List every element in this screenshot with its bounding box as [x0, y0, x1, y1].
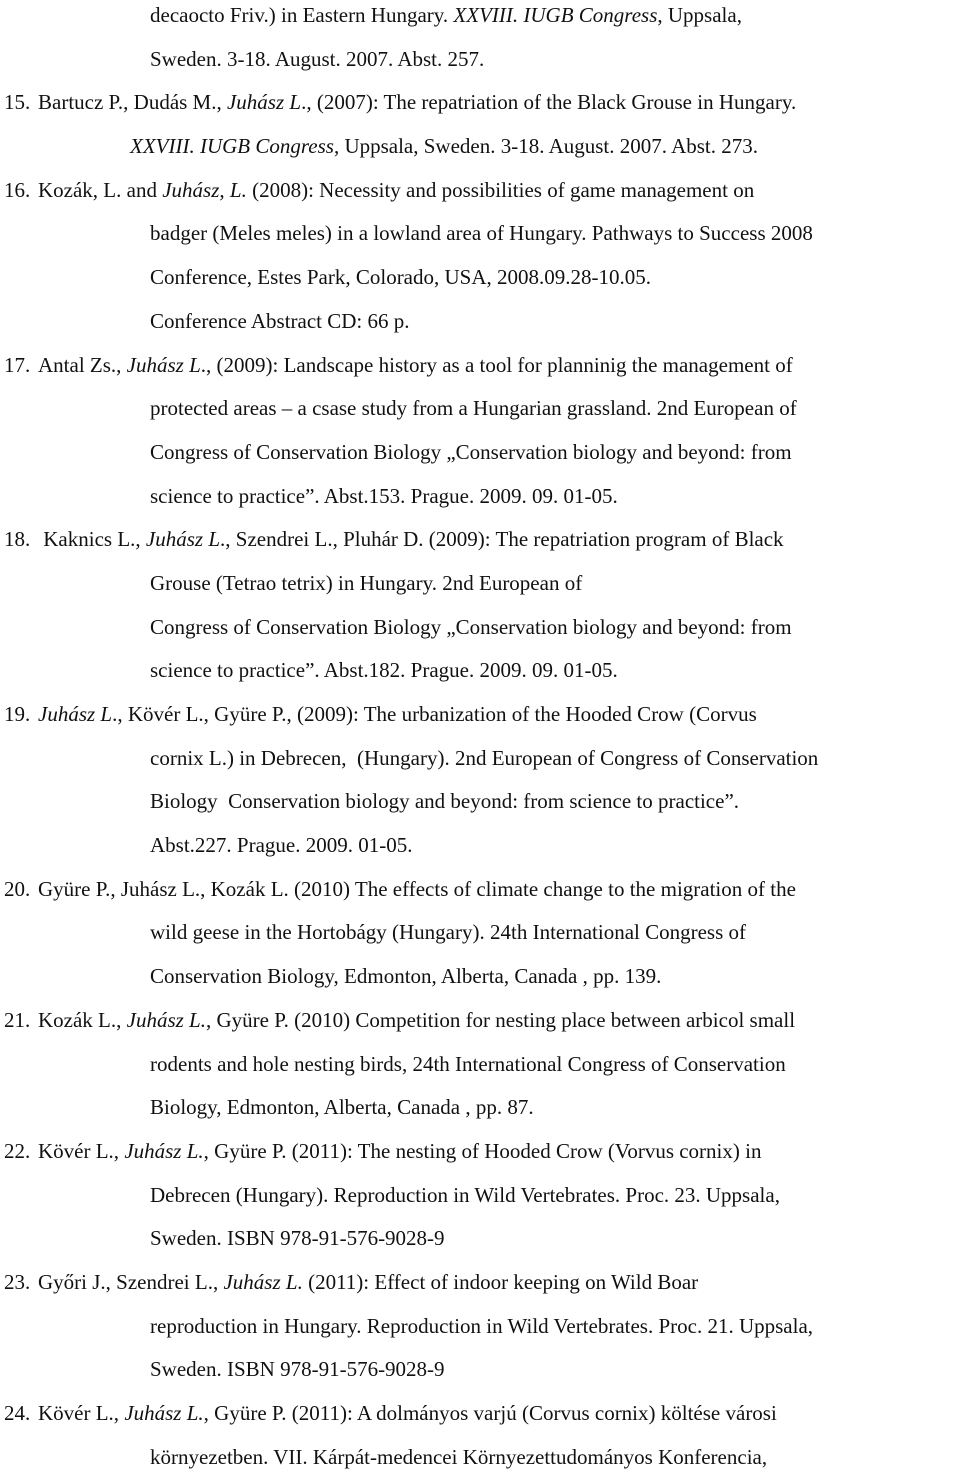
reference-line [0, 955, 960, 999]
reference-line [0, 475, 960, 519]
reference-text: Győri J., Szendrei L., [38, 1269, 224, 1294]
reference-text: , Uppsala, Sweden. 3-18. August. 2007. Abst. 273. [333, 134, 759, 159]
reference-line [0, 562, 960, 606]
reference-text: wild geese in the Hortobágy (Hungary). 24th International Congress of [150, 920, 747, 945]
reference-entry [0, 1392, 960, 1479]
reference-text: Kövér L., [38, 1138, 125, 1163]
references [0, 81, 960, 1479]
reference-entry [0, 693, 960, 868]
italic-author-text: Juhász, L. [162, 177, 247, 202]
reference-line [0, 1348, 960, 1392]
reference-text: ., (2009): Landscape history as a tool for planninig the management of [200, 352, 793, 377]
reference-text: reproduction in Hungary. Reproduction in Wild Vertebrates. Proc. 21. Uppsala, [150, 1313, 814, 1338]
reference-line [0, 0, 960, 38]
reference-text: ., Szendrei L., Pluhár D. (2009): The repatriation program of Black [220, 527, 784, 552]
reference-text: Debrecen (Hungary). Reproduction in Wild Vertebrates. Proc. 23. Uppsala, [150, 1182, 780, 1207]
reference-entry [0, 1130, 960, 1261]
reference-text: (2011): Effect of indoor keeping on Wild Boar [302, 1269, 699, 1294]
reference-text: Abst.227. Prague. 2009. 01-05. [150, 833, 413, 858]
reference-entry [0, 868, 960, 999]
reference-text: , Gyüre P. (2010) Competition for nesting place between arbicol small [206, 1007, 796, 1032]
reference-number: 24. [4, 1401, 31, 1425]
reference-line [0, 693, 960, 737]
reference-text: ., (2007): The repatriation of the Black Grouse in Hungary. [301, 90, 797, 115]
reference-text: science to practice”. Abst.153. Prague. 2009. 09. 01-05. [150, 483, 618, 508]
reference-line [0, 38, 960, 82]
italic-author-text: Juhász L [226, 90, 302, 115]
reference-text: Conservation Biology, Edmonton, Alberta, Canada , pp. 139. [150, 964, 662, 989]
preceding-entry-tail [0, 0, 960, 81]
reference-entry [0, 344, 960, 519]
reference-line [0, 999, 960, 1043]
reference-line [0, 737, 960, 781]
reference-text: cornix L.) in Debrecen, (Hungary). 2nd European of Congress of Conservation [150, 745, 819, 770]
reference-line [0, 169, 960, 213]
reference-text: Antal Zs., [38, 352, 127, 377]
reference-text: decaocto Friv.) in Eastern Hungary. [150, 3, 454, 27]
reference-line [0, 125, 960, 169]
italic-author-text: Juhász L. [126, 1007, 206, 1032]
reference-text: (2008): Necessity and possibilities of game management on [246, 177, 755, 202]
reference-number: 16. [4, 177, 31, 202]
reference-line [0, 300, 960, 344]
reference-text: környezetben. VII. Kárpát-medencei Környezettudományos Konferencia, [150, 1444, 768, 1469]
reference-number: 22. [4, 1138, 31, 1163]
reference-line [0, 1174, 960, 1218]
reference-line [0, 518, 960, 562]
reference-number: 18. [4, 527, 31, 552]
reference-line [0, 81, 960, 125]
italic-author-text: Juhász L [38, 702, 113, 726]
reference-text: , Uppsala, [657, 3, 742, 27]
reference-line [0, 1043, 960, 1087]
reference-text: Kozák, L. and [38, 177, 163, 202]
reference-entry [0, 1261, 960, 1392]
reference-entry [0, 169, 960, 344]
reference-number: 23. [4, 1269, 31, 1294]
reference-line [0, 649, 960, 693]
reference-text: rodents and hole nesting birds, 24th International Congress of Conservation [150, 1051, 786, 1076]
reference-line [0, 780, 960, 824]
reference-line [0, 431, 960, 475]
reference-line [0, 606, 960, 650]
reference-text: , Gyüre P. (2011): A dolmányos varjú (Corvus cornix) költése városi [203, 1401, 777, 1425]
reference-line [0, 868, 960, 912]
reference-number: 21. [4, 1007, 31, 1032]
reference-line [0, 212, 960, 256]
reference-entry [0, 518, 960, 693]
reference-entry [0, 81, 960, 168]
reference-text: Sweden. ISBN 978-91-576-9028-9 [150, 1357, 445, 1382]
reference-line [0, 1261, 960, 1305]
reference-text: Grouse (Tetrao tetrix) in Hungary. 2nd European of [150, 570, 583, 595]
reference-line [0, 256, 960, 300]
reference-entry [0, 999, 960, 1130]
reference-text: Bartucz P., Dudás M., [38, 90, 227, 115]
reference-line [0, 387, 960, 431]
reference-text: ., Kövér L., Gyüre P., (2009): The urbanization of the Hooded Crow (Corvus [112, 702, 757, 726]
reference-text: , Gyüre P. (2011): The nesting of Hooded Crow (Vorvus cornix) in [203, 1138, 762, 1163]
reference-text: Kozák L., [38, 1007, 127, 1032]
italic-author-text: Juhász L. [124, 1401, 204, 1425]
reference-line [0, 1086, 960, 1130]
reference-number: 19. [4, 702, 31, 726]
reference-line [0, 1392, 960, 1436]
reference-number: 15. [4, 90, 31, 115]
reference-number: 17. [4, 352, 31, 377]
reference-text: Sweden. 3-18. August. 2007. Abst. 257. [150, 46, 485, 71]
italic-author-text: Juhász L [126, 352, 201, 377]
italic-author-text: Juhász L [145, 527, 221, 552]
reference-line [0, 344, 960, 388]
reference-line [0, 911, 960, 955]
reference-text: badger (Meles meles) in a lowland area of Hungary. Pathways to Success 2008 [150, 221, 813, 246]
italic-author-text: XXVIII. IUGB Congress [130, 134, 334, 159]
reference-line [0, 824, 960, 868]
reference-text: Congress of Conservation Biology „Conservation biology and beyond: from [150, 614, 792, 639]
reference-text: Kaknics L., [38, 527, 146, 552]
reference-text: Gyüre P., Juhász L., Kozák L. (2010) The effects of climate change to the migration of the [38, 876, 796, 901]
reference-number: 20. [4, 876, 31, 901]
reference-text: Sweden. ISBN 978-91-576-9028-9 [150, 1226, 445, 1251]
reference-text: Biology, Edmonton, Alberta, Canada , pp. 87. [150, 1095, 534, 1120]
reference-text: Kövér L., [38, 1401, 125, 1425]
italic-author-text: Juhász L. [124, 1138, 204, 1163]
italic-author-text: XXVIII. IUGB Congress [453, 3, 658, 27]
reference-line [0, 1130, 960, 1174]
reference-text: Congress of Conservation Biology „Conservation biology and beyond: from [150, 439, 792, 464]
reference-line [0, 1217, 960, 1261]
reference-line [0, 1305, 960, 1349]
reference-text: Biology Conservation biology and beyond: from science to practice”. [150, 789, 740, 814]
reference-text: science to practice”. Abst.182. Prague. 2009. 09. 01-05. [150, 658, 618, 683]
italic-author-text: Juhász L. [223, 1269, 303, 1294]
reference-text: Conference Abstract CD: 66 p. [150, 308, 410, 333]
reference-text: Conference, Estes Park, Colorado, USA, 2008.09.28-10.05. [150, 265, 652, 290]
reference-text: protected areas – a csase study from a Hungarian grassland. 2nd European of [150, 396, 797, 421]
